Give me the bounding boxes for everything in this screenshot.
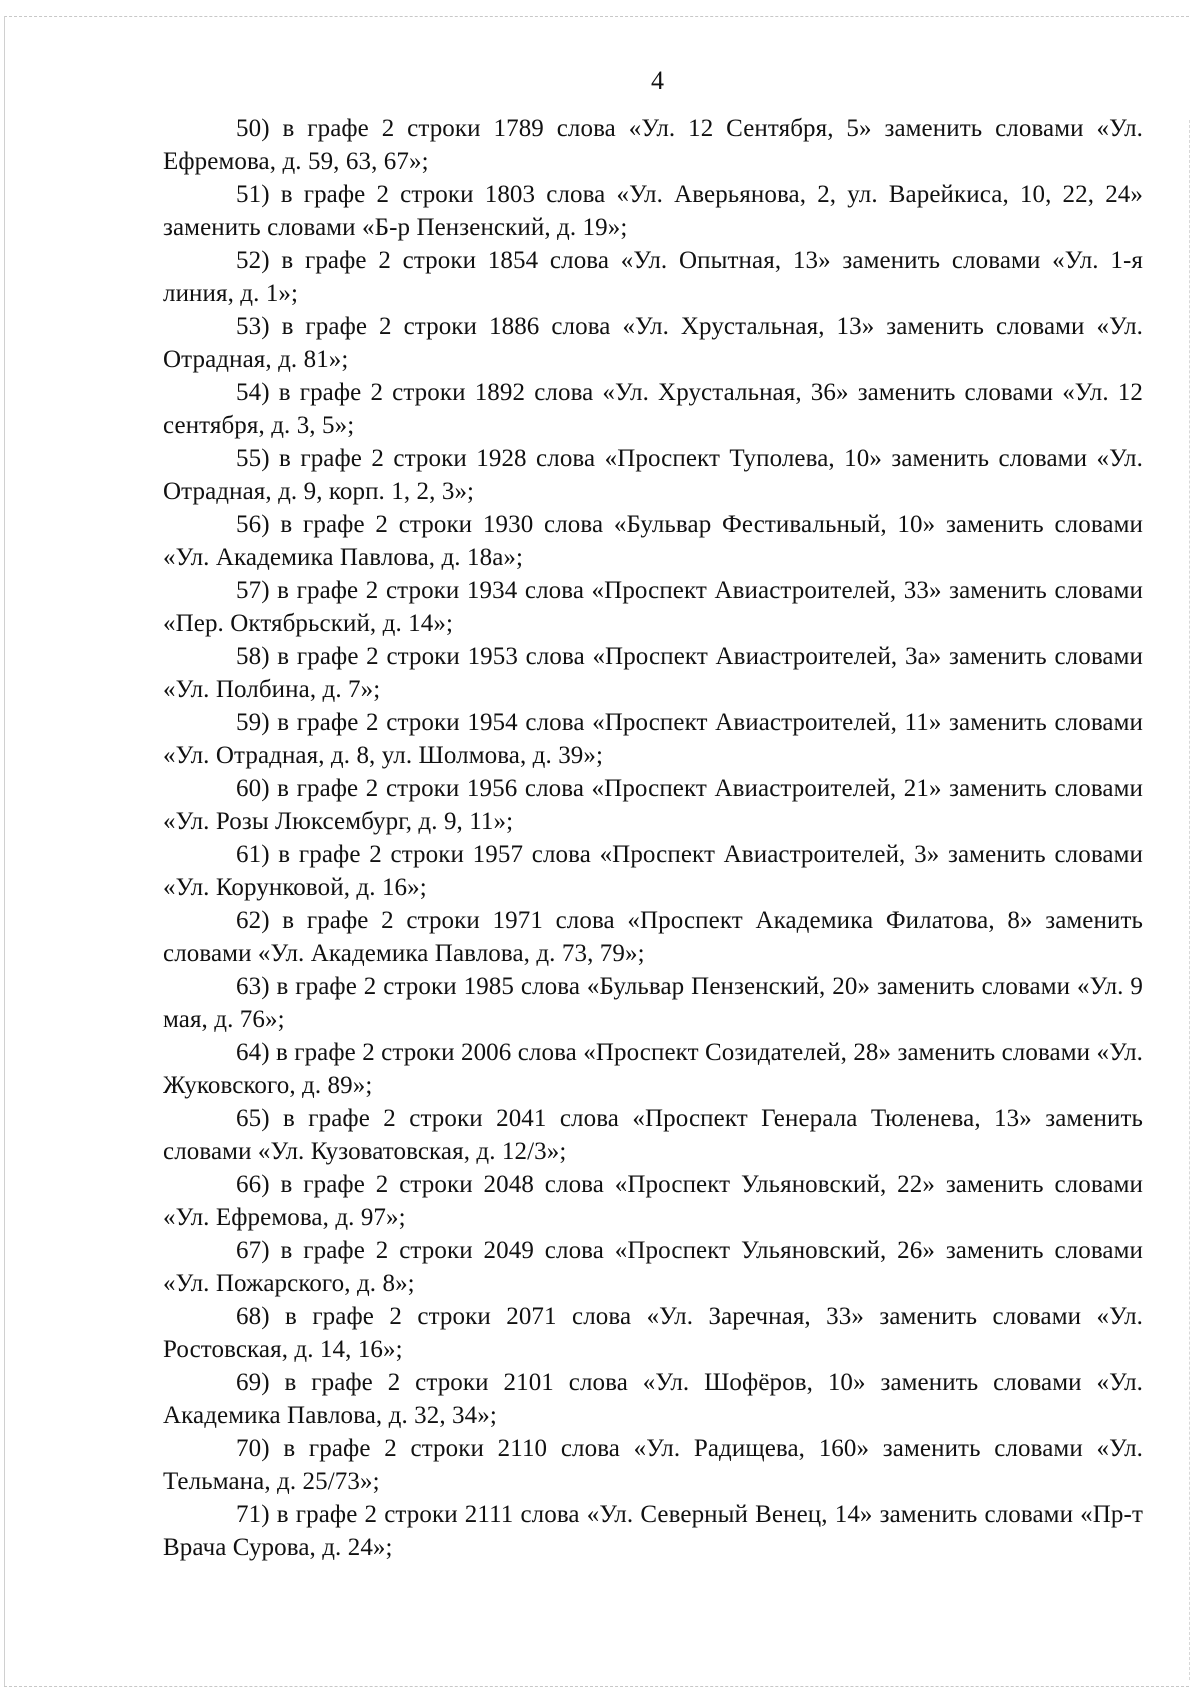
amendment-item-57: 57) в графе 2 строки 1934 слова «Проспект Авиастроителей, 33» заменить словами «Пер. Октябрьский, д. 14»; [163,577,1143,637]
amendment-item-66: 66) в графе 2 строки 2048 слова «Проспект Ульяновский, 22» заменить словами «Ул. Ефремова, д. 97»; [163,1171,1143,1231]
amendment-item-56: 56) в графе 2 строки 1930 слова «Бульвар Фестивальный, 10» заменить словами «Ул. Академика Павлова, д. 18а»; [163,511,1143,571]
amendment-item-68: 68) в графе 2 строки 2071 слова «Ул. Заречная, 33» заменить словами «Ул. Ростовская, д. 14, 16»; [163,1303,1143,1363]
amendment-item-60: 60) в графе 2 строки 1956 слова «Проспект Авиастроителей, 21» заменить словами «Ул. Розы Люксембург, д. 9, 11»; [163,775,1143,835]
amendment-item-55: 55) в графе 2 строки 1928 слова «Проспект Туполева, 10» заменить словами «Ул. Отрадная, д. 9, корп. 1, 2, 3»; [163,445,1143,505]
amendment-item-71: 71) в графе 2 строки 2111 слова «Ул. Северный Венец, 14» заменить словами «Пр-т Врача Сурова, д. 24»; [163,1501,1143,1561]
amendment-item-65: 65) в графе 2 строки 2041 слова «Проспект Генерала Тюленева, 13» заменить словами «Ул. Кузоватовская, д. 12/3»; [163,1105,1143,1165]
amendment-item-51: 51) в графе 2 строки 1803 слова «Ул. Аверьянова, 2, ул. Варейкиса, 10, 22, 24» заменить словами «Б-р Пензенский, д. 19»; [163,181,1143,241]
amendment-item-62: 62) в графе 2 строки 1971 слова «Проспект Академика Филатова, 8» заменить словами «Ул. Академика Павлова, д. 73, 79»; [163,907,1143,967]
amendment-item-63: 63) в графе 2 строки 1985 слова «Бульвар Пензенский, 20» заменить словами «Ул. 9 мая, д. 76»; [163,973,1143,1033]
amendment-item-61: 61) в графе 2 строки 1957 слова «Проспект Авиастроителей, 3» заменить словами «Ул. Корунковой, д. 16»; [163,841,1143,901]
amendment-item-59: 59) в графе 2 строки 1954 слова «Проспект Авиастроителей, 11» заменить словами «Ул. Отрадная, д. 8, ул. Шолмова, д. 39»; [163,709,1143,769]
amendment-item-54: 54) в графе 2 строки 1892 слова «Ул. Хрустальная, 36» заменить словами «Ул. 12 сентября, д. 3, 5»; [163,379,1143,439]
scan-edge-right [1189,120,1190,1680]
scan-edge-left [4,16,5,1686]
scan-edge-bottom [4,1686,1189,1687]
amendment-item-64: 64) в графе 2 строки 2006 слова «Проспект Созидателей, 28» заменить словами «Ул. Жуковского, д. 89»; [163,1039,1143,1099]
amendment-item-53: 53) в графе 2 строки 1886 слова «Ул. Хрустальная, 13» заменить словами «Ул. Отрадная, д. 81»; [163,313,1143,373]
amendment-item-58: 58) в графе 2 строки 1953 слова «Проспект Авиастроителей, 3а» заменить словами «Ул. Полбина, д. 7»; [163,643,1143,703]
amendment-item-52: 52) в графе 2 строки 1854 слова «Ул. Опытная, 13» заменить словами «Ул. 1-я линия, д. 1»; [163,247,1143,307]
amendment-item-69: 69) в графе 2 строки 2101 слова «Ул. Шофёров, 10» заменить словами «Ул. Академика Павлова, д. 32, 34»; [163,1369,1143,1429]
amendment-item-67: 67) в графе 2 строки 2049 слова «Проспект Ульяновский, 26» заменить словами «Ул. Пожарского, д. 8»; [163,1237,1143,1297]
amendment-item-50: 50) в графе 2 строки 1789 слова «Ул. 12 Сентября, 5» заменить словами «Ул. Ефремова, д. 59, 63, 67»; [163,115,1143,175]
amendment-item-70: 70) в графе 2 строки 2110 слова «Ул. Радищева, 160» заменить словами «Ул. Тельмана, д. 25/73»; [163,1435,1143,1495]
amendments-list [163,112,1143,1564]
page-number: 4 [651,66,664,95]
scan-edge-top [4,16,1189,17]
